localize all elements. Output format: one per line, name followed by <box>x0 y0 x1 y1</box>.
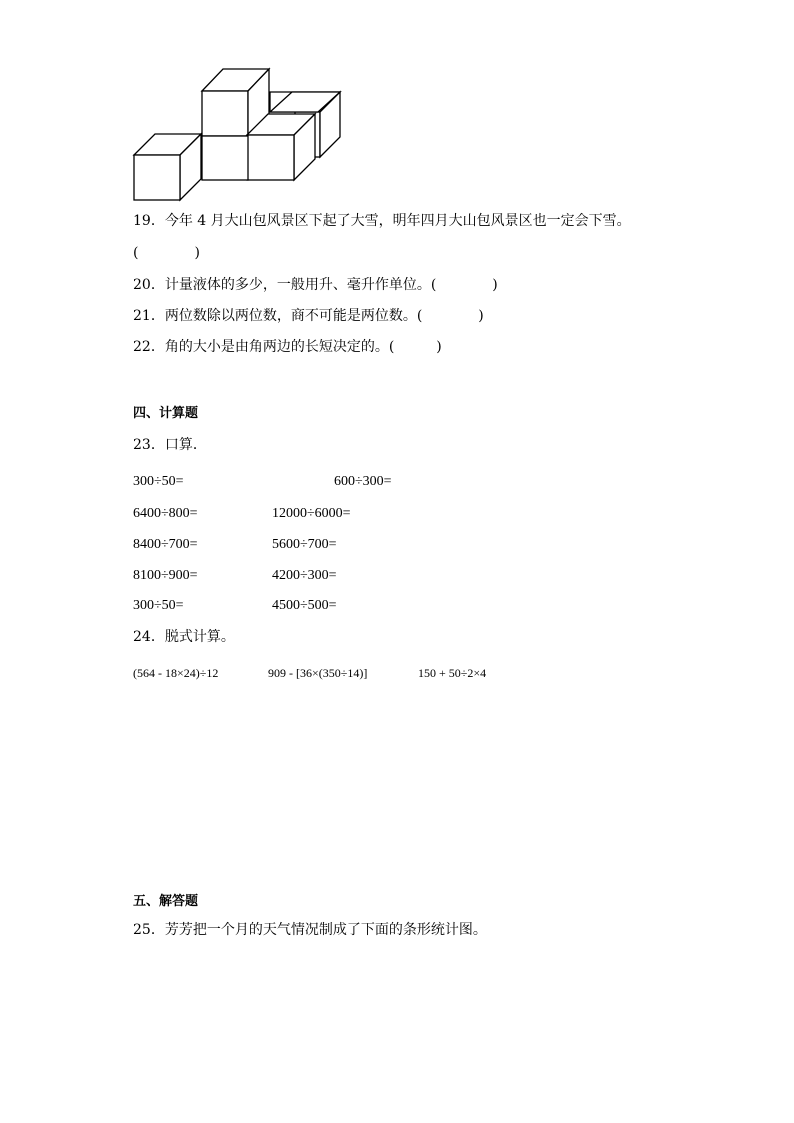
question-number: 21． <box>133 308 165 324</box>
question-23 <box>133 436 207 454</box>
question-number: 19． <box>133 213 165 229</box>
question-24 <box>133 628 235 646</box>
question-text: 芳芳把一个月的天气情况制成了下面的条形统计图。 <box>164 922 487 938</box>
question-text: 口算． <box>164 437 207 453</box>
cube-center <box>202 136 248 180</box>
question-21 <box>133 307 484 325</box>
cube-figure <box>130 64 345 204</box>
question-text: 今年 4 月大山包风景区下起了大雪，明年四月大山包风景区也一定会下雪。 <box>164 213 631 229</box>
step-calc-expression-3: 150 + 50÷2×4 <box>418 666 487 680</box>
oral-calc-5a: 300÷50= <box>133 598 184 613</box>
oral-calc-1a: 300÷50= <box>133 474 184 489</box>
oral-calc-3b: 5600÷700= <box>272 537 337 552</box>
oral-calc-4b: 4200÷300= <box>272 568 337 583</box>
oral-calc-5b: 4500÷500= <box>272 598 337 613</box>
answer-blank-19[interactable]: ( ) <box>133 245 200 261</box>
oral-calc-4a: 8100÷900= <box>133 568 198 583</box>
question-number: 23． <box>133 437 165 453</box>
oral-calc-2b: 12000÷6000= <box>272 506 351 521</box>
oral-calc-1b: 600÷300= <box>334 474 392 489</box>
question-number: 22． <box>133 339 165 355</box>
step-calc-expression-1: (564 - 18×24)÷12 <box>133 666 219 680</box>
question-25 <box>133 921 487 939</box>
question-number: 20． <box>133 277 165 293</box>
section-title-word-problems: 五、解答题 <box>133 894 199 909</box>
question-number: 25． <box>133 922 165 938</box>
oral-calc-3a: 8400÷700= <box>133 537 198 552</box>
question-text: 两位数除以两位数，商不可能是两位数。( ) <box>164 308 484 324</box>
question-19 <box>133 212 631 230</box>
question-20 <box>133 276 498 294</box>
question-number: 24． <box>133 629 165 645</box>
question-22 <box>133 338 442 356</box>
question-text: 脱式计算。 <box>164 629 235 645</box>
question-text: 角的大小是由角两边的长短决定的。( ) <box>164 339 442 355</box>
step-calc-expression-2: 909 - [36×(350÷14)] <box>268 666 368 680</box>
section-title-calculation: 四、计算题 <box>133 406 199 421</box>
question-text: 计量液体的多少，一般用升、毫升作单位。( ) <box>164 277 498 293</box>
oral-calc-2a: 6400÷800= <box>133 506 198 521</box>
